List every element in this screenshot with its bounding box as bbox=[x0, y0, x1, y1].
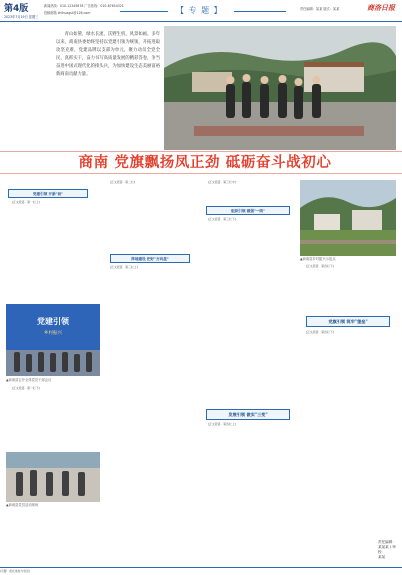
caption-3: ▲商南县乡村振兴示范点 bbox=[300, 257, 336, 261]
page-footer: [页脚 · 报社地址与电话] bbox=[0, 567, 402, 575]
column-3-text bbox=[202, 217, 296, 407]
editor-credit bbox=[378, 540, 400, 560]
activity-photo bbox=[6, 452, 100, 502]
editor-line-3: 某某 bbox=[378, 555, 386, 559]
page-header bbox=[0, 0, 402, 22]
paragraph: [正文段落 · 第三栏中] bbox=[207, 180, 236, 184]
subhead-1: 党建引领 开新"局" bbox=[8, 189, 88, 198]
paragraph: [正文段落 · 第一栏下] bbox=[11, 386, 40, 390]
section-rule-left bbox=[120, 11, 168, 12]
paragraph: [正文段落 · 第二栏] bbox=[109, 180, 136, 184]
column-3-lower-text bbox=[202, 422, 296, 562]
paragraph: [正文段落 · 第三栏下] bbox=[207, 217, 236, 221]
column-1-text bbox=[6, 200, 100, 302]
poster-big-text: 党建引领 bbox=[37, 317, 69, 326]
column-4-lower-text bbox=[300, 330, 396, 536]
column-2-text bbox=[104, 180, 198, 252]
contact-email: 投稿邮箱 zhihuagui@126.com bbox=[44, 11, 91, 15]
column-3-top-text bbox=[202, 180, 296, 204]
intro-lead bbox=[56, 31, 160, 78]
publish-date: 2023年7月19日 星期三 bbox=[4, 15, 39, 19]
banner-rule-bottom bbox=[0, 173, 402, 174]
paragraph: [正文段落 · 第四栏上] bbox=[207, 422, 236, 426]
column-1-lower-text bbox=[6, 386, 100, 450]
poster-small-text: 乡村振兴 bbox=[44, 331, 62, 336]
section-rule-right bbox=[234, 11, 286, 12]
subhead-4: 发展引领 做实"三变" bbox=[206, 409, 290, 420]
section-title: 【 专 题 】 bbox=[176, 6, 223, 15]
column-4-text bbox=[300, 264, 396, 312]
paragraph: [正文段落 · 第一栏上] bbox=[11, 200, 40, 204]
column-2-lower-text bbox=[104, 265, 198, 563]
editor-line-1: 责任编辑： bbox=[378, 540, 396, 544]
header-right-text: 责任编辑：某某 版式：某某 bbox=[300, 7, 340, 11]
editor-line-2: 某某某 / 审校： bbox=[378, 545, 396, 554]
paragraph: [正文段落 · 第四栏下] bbox=[305, 264, 334, 268]
banner-headline: 商南 党旗飘扬凤正劲 砥砺奋斗战初心 bbox=[78, 155, 332, 171]
page-number: 第4版 bbox=[4, 4, 29, 14]
caption-1: ▲商南县召开全体党员干部会议 bbox=[6, 378, 52, 382]
subhead-3: 阵地建设 把好"方向盘" bbox=[110, 254, 190, 263]
subhead-2: 组织引领 做强"一线" bbox=[206, 206, 290, 215]
caption-2: ▲商南县党员活动现场 bbox=[6, 503, 39, 507]
paragraph: [正文段落 · 第三栏上] bbox=[109, 265, 138, 269]
intro-paragraph: 青山如黛，绿水长流，沃野生机，风景如画。多年以来，商南县委始终坚持以党建引领为统领，开拓进取攻坚克难，党建品牌以支部为单元，聚力动员全党全民，真抓实干，奋力书写高质量发展的精彩答卷，争当奋进中国式现代化的排头兵，为加快建设生态美丽富裕新商南贡献力量。 bbox=[56, 32, 160, 77]
main-photo bbox=[164, 26, 396, 150]
village-photo bbox=[300, 180, 396, 256]
newspaper-logo: 商洛日报 bbox=[367, 4, 395, 12]
header-small-text: 新闻热线：010-12345678 广告热线：010-87654321 bbox=[44, 4, 124, 8]
subhead-5: 党旗引领 筑牢"堡垒" bbox=[306, 316, 390, 327]
poster-photo bbox=[6, 304, 100, 376]
paragraph: [正文段落 · 第四栏下] bbox=[305, 330, 334, 334]
